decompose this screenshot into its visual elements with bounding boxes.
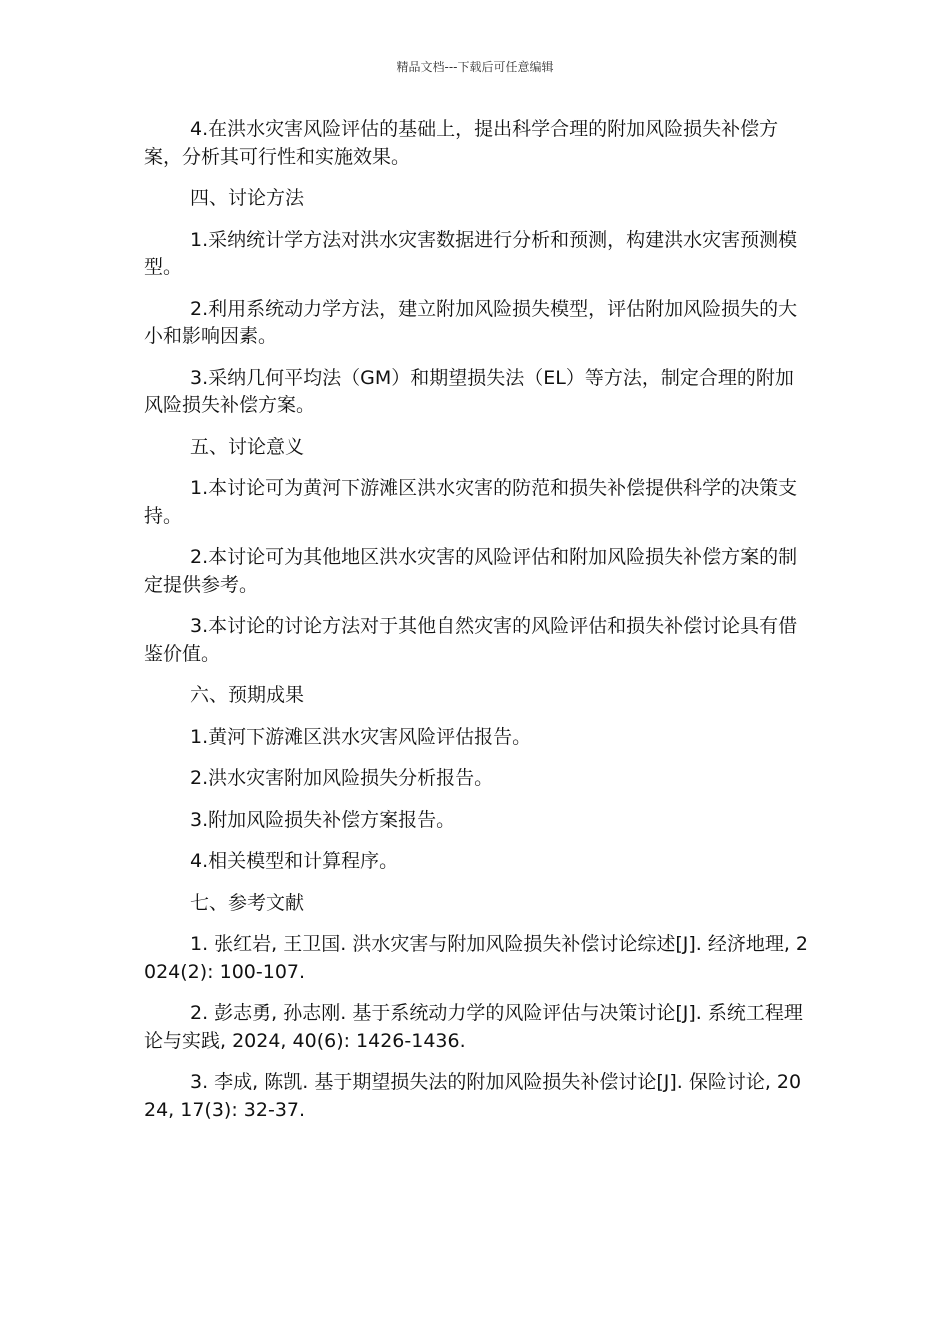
section-heading-methods: 四、讨论方法 [190, 187, 305, 209]
reference-item-1: 1. 张红岩, 王卫国. 洪水灾害与附加风险损失补偿讨论综述[J]. 经济地理, 2024(2): 100-107. [144, 933, 809, 983]
objective-item-4: 4.在洪水灾害风险评估的基础上，提出科学合理的附加风险损失补偿方案，分析其可行性和实施效果。 [144, 118, 779, 168]
method-item-3: 3.采纳几何平均法（GM）和期望损失法（EL）等方法，制定合理的附加风险损失补偿方案。 [144, 366, 794, 416]
section-heading-outcomes: 六、预期成果 [190, 684, 305, 706]
method-item-1: 1.采纳统计学方法对洪水灾害数据进行分析和预测，构建洪水灾害预测模型。 [144, 228, 798, 278]
section-heading-significance: 五、讨论意义 [190, 435, 305, 458]
outcome-item-4: 4.相关模型和计算程序。 [190, 850, 399, 872]
significance-item-2: 2.本讨论可为其他地区洪水灾害的风险评估和附加风险损失补偿方案的制定提供参考。 [144, 546, 798, 596]
outcome-item-3: 3.附加风险损失补偿方案报告。 [190, 808, 456, 831]
outcome-item-2: 2.洪水灾害附加风险损失分析报告。 [190, 767, 494, 789]
method-item-2: 2.利用系统动力学方法，建立附加风险损失模型，评估附加风险损失的大小和影响因素。 [144, 297, 798, 347]
section-heading-references: 七、参考文献 [190, 891, 305, 914]
page-header: 精品文档---下载后可任意编辑 [396, 60, 554, 74]
outcome-item-1: 1.黄河下游滩区洪水灾害风险评估报告。 [190, 725, 532, 748]
document-body [144, 116, 812, 1138]
reference-item-3: 3. 李成, 陈凯. 基于期望损失法的附加风险损失补偿讨论[J]. 保险讨论, 2024, 17(3): 32-37. [144, 1071, 802, 1121]
reference-item-2: 2. 彭志勇, 孙志刚. 基于系统动力学的风险评估与决策讨论[J]. 系统工程理论与实践, 2024, 40(6): 1426-1436. [144, 1002, 803, 1052]
significance-item-3: 3.本讨论的讨论方法对于其他自然灾害的风险评估和损失补偿讨论具有借鉴价值。 [144, 615, 798, 665]
significance-item-1: 1.本讨论可为黄河下游滩区洪水灾害的防范和损失补偿提供科学的决策支持。 [144, 477, 798, 527]
